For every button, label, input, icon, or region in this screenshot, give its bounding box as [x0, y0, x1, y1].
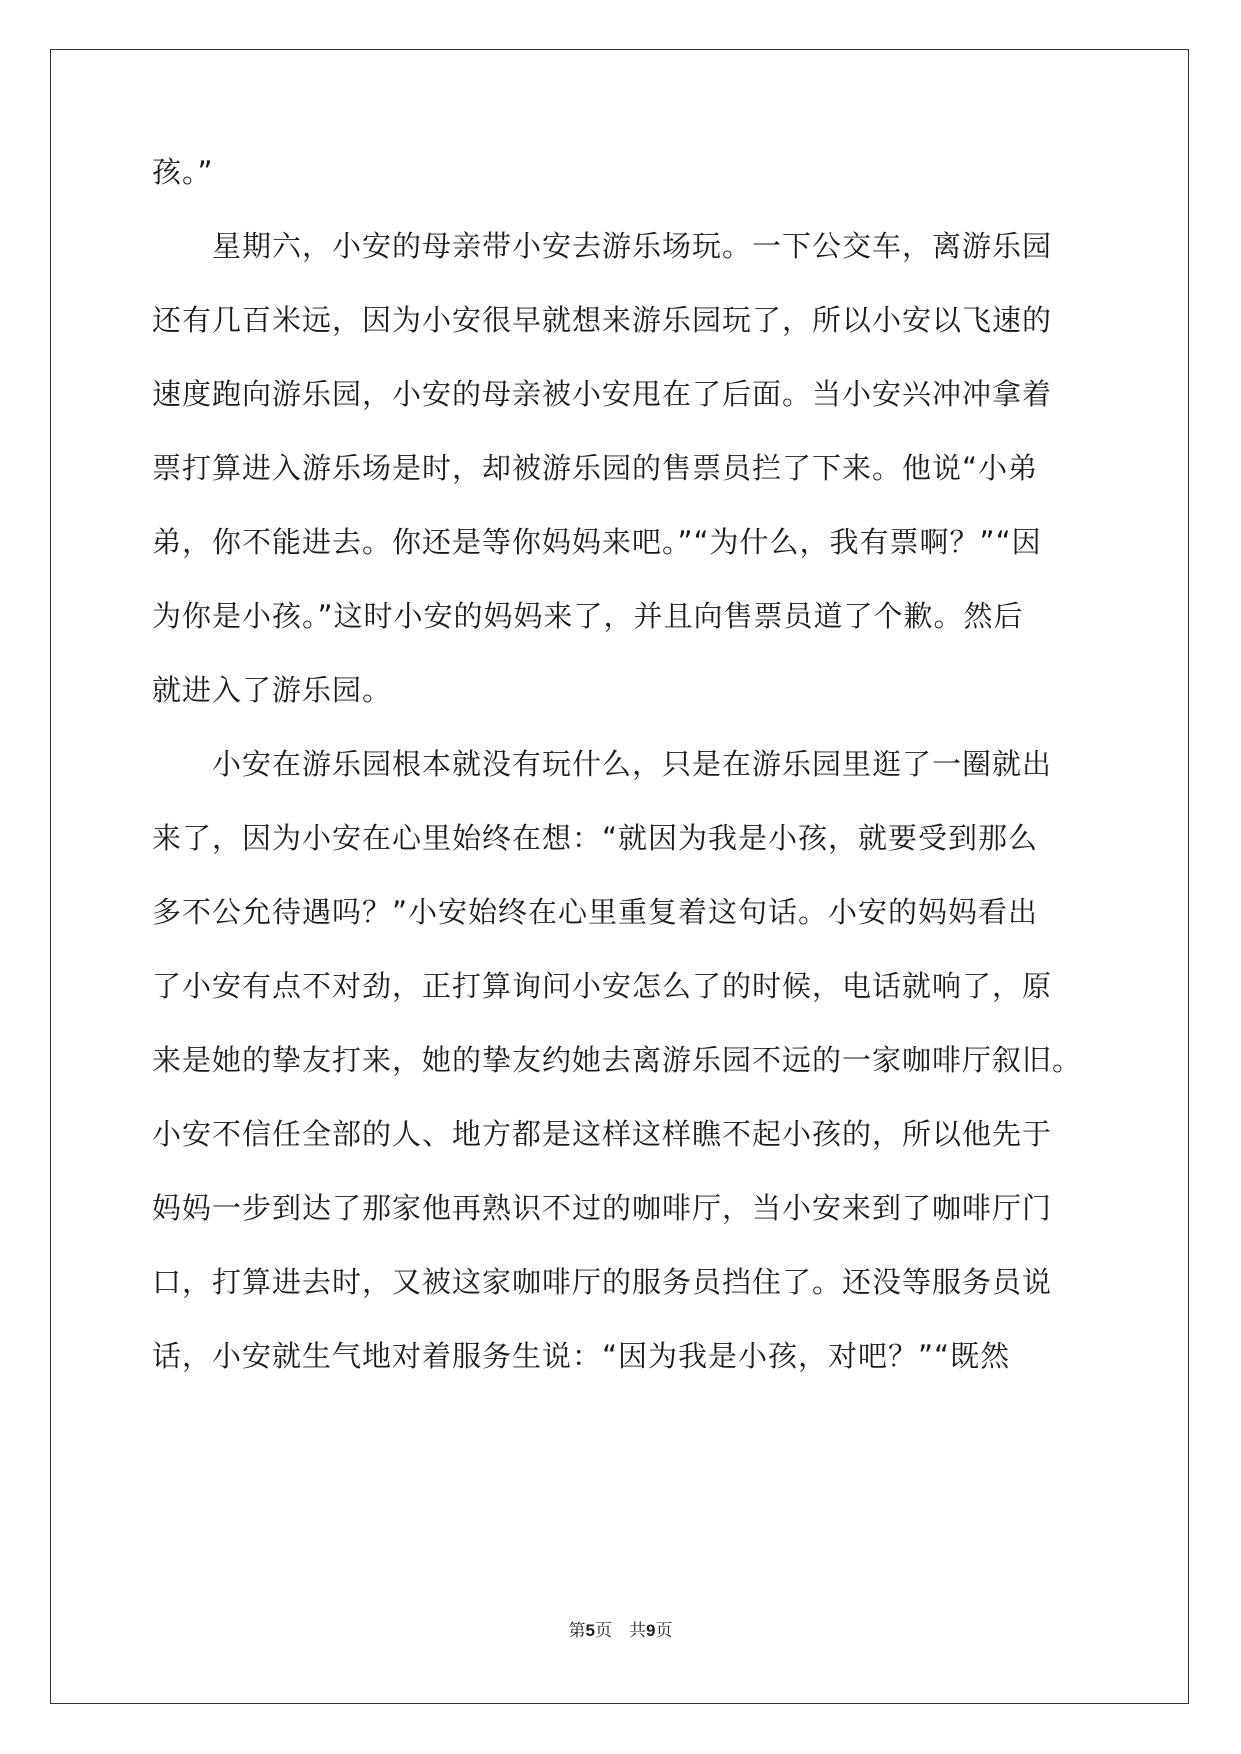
- text-line: 妈妈一步到达了那家他再熟识不过的咖啡厅，当小安来到了咖啡厅门: [152, 1191, 1053, 1225]
- text-line: 为你是小孩。”这时小安的妈妈来了，并且向售票员道了个歉。然后: [152, 599, 1024, 633]
- text-line: 了小安有点不对劲，正打算询问小安怎么了的时候，电话就响了，原: [152, 969, 1053, 1003]
- text-line: 多不公允待遇吗？”小安始终在心里重复着这句话。小安的妈妈看出: [152, 895, 1039, 929]
- text-line: 口，打算进去时，又被这家咖啡厅的服务员挡住了。还没等服务员说: [152, 1265, 1053, 1299]
- footer-page-suffix: 页 共: [595, 1621, 646, 1641]
- text-line: 小安在游乐园根本就没有玩什么，只是在游乐园里逛了一圈就出: [152, 747, 1053, 781]
- text-line: 话，小安就生气地对着服务生说：“因为我是小孩，对吧？”“既然: [152, 1339, 1011, 1373]
- text-line: 孩。”: [152, 155, 214, 189]
- text-line: 星期六，小安的母亲带小安去游乐场玩。一下公交车，离游乐园: [152, 229, 1053, 263]
- text-line: 来了，因为小安在心里始终在想：“就因为我是小孩，就要受到那么: [152, 821, 1039, 855]
- text-line: 速度跑向游乐园，小安的母亲被小安甩在了后面。当小安兴冲冲拿着: [152, 377, 1053, 411]
- text-line: 票打算进入游乐场是时，却被游乐园的售票员拦了下来。他说“小弟: [152, 451, 1039, 485]
- page-number: 5: [585, 1621, 595, 1640]
- text-line: 还有几百米远，因为小安很早就想来游乐园玩了，所以小安以飞速的: [152, 303, 1053, 337]
- text-line: 就进入了游乐园。: [152, 673, 393, 707]
- text-line: 来是她的挚友打来，她的挚友约她去离游乐园不远的一家咖啡厅叙旧。: [152, 1043, 1083, 1077]
- text-line: 小安不信任全部的人、地方都是这样这样瞧不起小孩的，所以他先于: [152, 1117, 1053, 1151]
- total-pages: 9: [646, 1621, 656, 1640]
- page-footer: [0, 1616, 1241, 1641]
- footer-prefix: 第: [568, 1621, 586, 1641]
- footer-total-suffix: 页: [655, 1621, 673, 1641]
- text-line: 弟，你不能进去。你还是等你妈妈来吧。”“为什么，我有票啊？”“因: [152, 525, 1042, 559]
- page-border: [50, 49, 1189, 1704]
